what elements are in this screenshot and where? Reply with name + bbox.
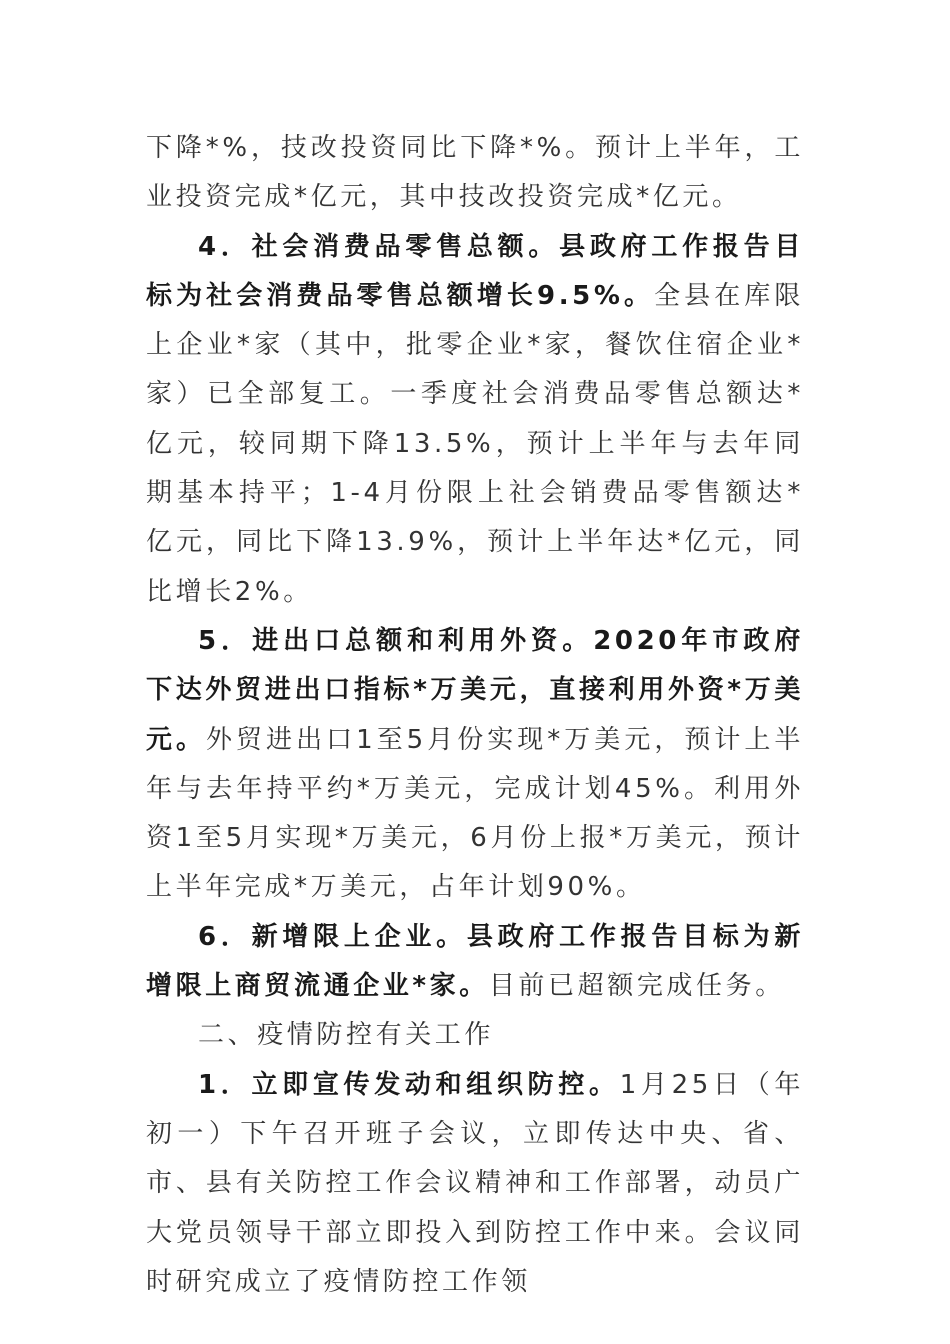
paragraph-publicity-prevention [146, 1061, 804, 1307]
paragraph-heading: 5．进出口总额和利用外资。2020年市政府下达外贸进出口指标*万美元，直接利用外资*万美元。 [146, 625, 804, 755]
paragraph-continuation [146, 124, 804, 223]
paragraph-import-export [146, 617, 804, 913]
paragraph-heading: 4．社会消费品零售总额。县政府工作报告目标为社会消费品零售总额增长9.5%。 [146, 231, 804, 311]
section-heading-text: 二、疫情防控有关工作 [198, 1020, 495, 1051]
paragraph-text: 全县在库限上企业*家（其中，批零企业*家，餐饮住宿企业*家）已全部复工。一季度社会消费品零售总额达*亿元，较同期下降13.5%，预计上半年与去年同期基本持平；1-4月份限上社会销费品零售额达*亿元，同比下降13.9%，预计上半年达*亿元，同比增长2%。 [146, 280, 804, 607]
paragraph-text: 外贸进出口1至5月份实现*万美元，预计上半年与去年持平约*万美元，完成计划45%。利用外资1至5月实现*万美元，6月份上报*万美元，预计上半年完成*万美元，占年计划90%。 [146, 724, 804, 903]
paragraph-heading: 1．立即宣传发动和组织防控。 [198, 1069, 620, 1100]
paragraph-text: 1月25日（年初一）下午召开班子会议，立即传达中央、省、市、县有关防控工作会议精神和工作部署，动员广大党员领导干部立即投入到防控工作中来。会议同时研究成立了疫情防控工作领 [146, 1069, 805, 1297]
document-page [146, 124, 804, 1307]
paragraph-text: 目前已超额完成任务。 [488, 971, 785, 1002]
paragraph-heading: 6．新增限上企业。县政府工作报告目标为新增限上商贸流通企业*家。 [146, 921, 804, 1002]
paragraph-retail-sales [146, 223, 804, 617]
paragraph-text: 下降*%，技改投资同比下降*%。预计上半年，工业投资完成*亿元，其中技改投资完成*亿元。 [146, 133, 804, 213]
section-heading-epidemic [146, 1011, 804, 1060]
paragraph-new-enterprises [146, 913, 804, 1012]
